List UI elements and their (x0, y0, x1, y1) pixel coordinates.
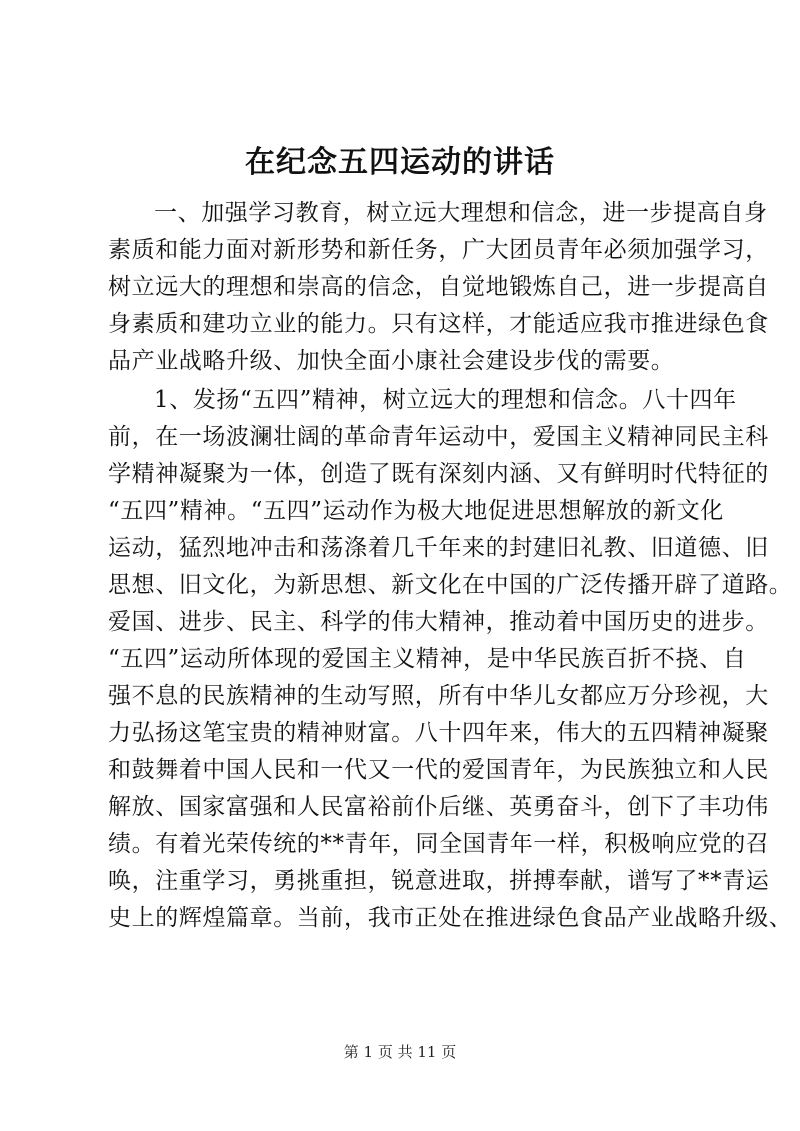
paragraph-line: 解放、国家富强和人民富裕前仆后继、英勇奋斗，创下了丰功伟 (108, 794, 769, 820)
document-body (108, 195, 793, 937)
paragraph-line: “五四”精神。“五四”运动作为极大地促进思想解放的新文化 (108, 498, 724, 524)
paragraph-line: 绩。有着光荣传统的**青年，同全国青年一样，积极响应党的召 (108, 831, 770, 857)
paragraph (108, 195, 769, 380)
paragraph-line: 史上的辉煌篇章。当前，我市正处在推进绿色食品产业战略升级、 (108, 905, 793, 931)
paragraph-line: 一、加强学习教育，树立远大理想和信念，进一步提高自身 (154, 200, 768, 226)
paragraph-line: 素质和能力面对新形势和新任务，广大团员青年必须加强学习， (108, 237, 769, 263)
paragraph (108, 382, 793, 937)
paragraph-line: 强不息的民族精神的生动写照，所有中华儿女都应万分珍视，大 (108, 683, 769, 709)
paragraph-line: 和鼓舞着中国人民和一代又一代的爱国青年，为民族独立和人民 (108, 757, 769, 783)
paragraph-line: 爱国、进步、民主、科学的伟大精神，推动着中国历史的进步。 (108, 609, 769, 635)
paragraph-line: 运动，猛烈地冲击和荡涤着几千年来的封建旧礼教、旧道德、旧 (108, 535, 769, 561)
paragraph-line: 品产业战略升级、加快全面小康社会建设步伐的需要。 (108, 348, 675, 374)
paragraph-line: 学精神凝聚为一体，创造了既有深刻内涵、又有鲜明时代特征的 (108, 461, 769, 487)
page-number-footer: 第 1 页 共 11 页 (343, 1043, 457, 1061)
paragraph-line: 1、发扬“五四”精神，树立远大的理想和信念。八十四年 (154, 387, 737, 413)
paragraph-line: 唤，注重学习，勇挑重担，锐意进取，拼搏奉献，谱写了**青运 (108, 868, 770, 894)
paragraph-line: 前，在一场波澜壮阔的革命青年运动中，爱国主义精神同民主科 (108, 424, 769, 450)
paragraph-line: 树立远大的理想和崇高的信念，自觉地锻炼自己，进一步提高自 (108, 274, 769, 300)
paragraph-line: 思想、旧文化，为新思想、新文化在中国的广泛传播开辟了道路。 (108, 572, 793, 598)
paragraph-line: 力弘扬这笔宝贵的精神财富。八十四年来，伟大的五四精神凝聚 (108, 720, 769, 746)
paragraph-line: 身素质和建功立业的能力。只有这样，才能适应我市推进绿色食 (108, 311, 769, 337)
paragraph-line: “五四”运动所体现的爱国主义精神，是中华民族百折不挠、自 (108, 646, 747, 672)
document-title: 在纪念五四运动的讲话 (245, 145, 555, 180)
